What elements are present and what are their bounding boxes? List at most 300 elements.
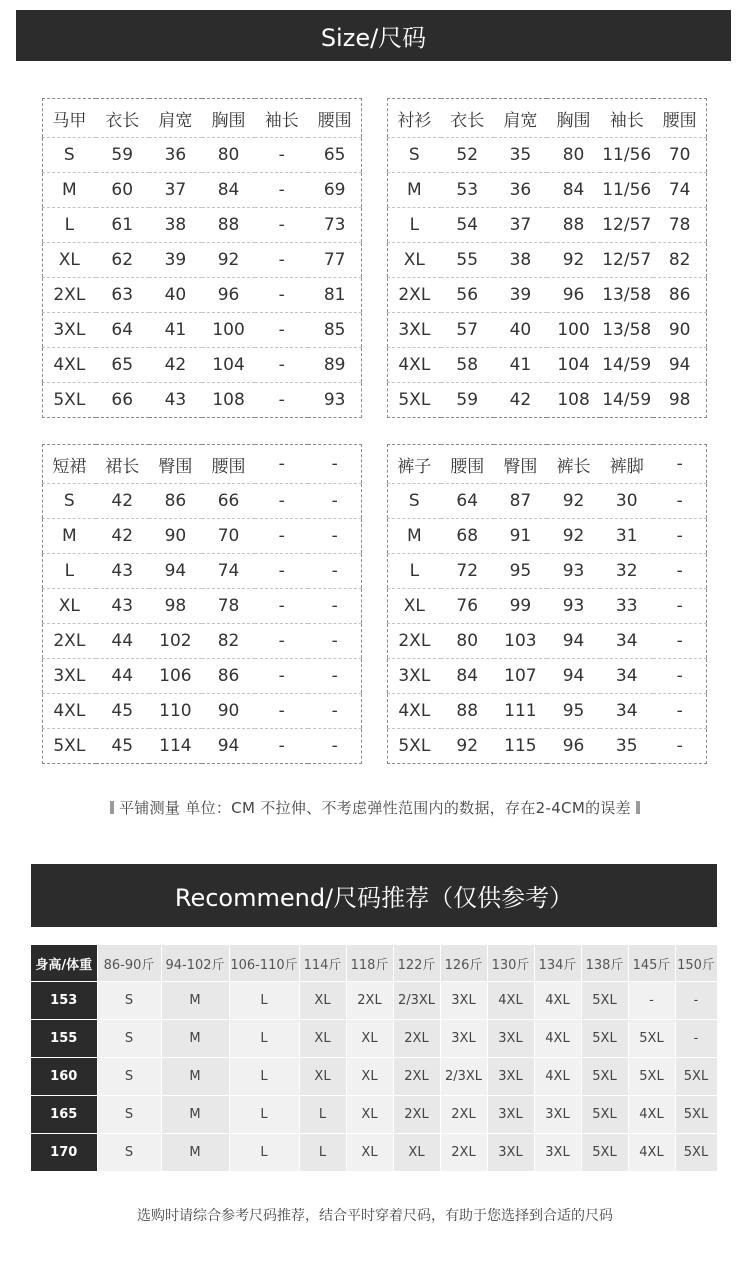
table-cell: 59 [456, 390, 479, 410]
measurement-note [0, 797, 750, 818]
table-cell: 38 [149, 208, 202, 243]
height-weight-corner: 身高/体重 [31, 945, 97, 982]
size-cell: S [97, 982, 161, 1020]
table-cell: 107 [494, 659, 547, 694]
table-cell: 74 [202, 554, 255, 589]
recommend-row [31, 1058, 717, 1096]
height-label: 155 [31, 1020, 97, 1058]
size-cell: XL [346, 1134, 393, 1172]
table-cell: 80 [202, 138, 255, 173]
header-cell: 裤子 [388, 445, 441, 484]
size-cell: S [97, 1134, 161, 1172]
height-label: 160 [31, 1058, 97, 1096]
table-cell: - [308, 589, 361, 624]
table-row [388, 173, 707, 208]
header-cell: 腰围 [202, 445, 255, 484]
table-row [43, 484, 362, 519]
table-cell: 5XL [398, 390, 431, 410]
table-cell: 96 [547, 278, 600, 313]
table-cell: 60 [96, 173, 149, 208]
table-cell: 65 [308, 138, 361, 173]
table-cell: 34 [600, 659, 653, 694]
table-cell: - [255, 554, 308, 589]
table-row [388, 138, 707, 173]
table-cell: 34 [600, 694, 653, 729]
table-cell: 92 [202, 243, 255, 278]
table-header-row [388, 99, 707, 138]
size-cell: - [628, 982, 675, 1020]
table-cell: - [255, 208, 308, 243]
table-cell: 55 [441, 243, 494, 278]
table-cell: - [255, 484, 308, 519]
table-cell: 5XL [53, 390, 86, 410]
table-cell: 95 [547, 694, 600, 729]
table-cell: L [388, 554, 441, 589]
table-cell: 103 [494, 624, 547, 659]
table-cell: 11/56 [600, 173, 653, 208]
recommend-row [31, 1096, 717, 1134]
table-cell: 102 [149, 624, 202, 659]
table-cell: 37 [494, 208, 547, 243]
recommend-row [31, 1134, 717, 1172]
weight-header-cell: 126斤 [440, 945, 487, 982]
size-cell: XL [393, 1134, 440, 1172]
table-cell: 5XL [53, 736, 86, 756]
size-banner [16, 10, 731, 61]
table-cell: 89 [308, 348, 361, 383]
table-cell: 94 [217, 736, 240, 756]
table-cell: - [676, 736, 683, 756]
size-cell: 5XL [581, 1058, 628, 1096]
size-cell: L [299, 1096, 346, 1134]
table-cell: 66 [111, 390, 134, 410]
size-cell: 3XL [487, 1134, 534, 1172]
table-cell: 70 [202, 519, 255, 554]
table-cell: 4XL [388, 348, 441, 383]
size-cell: 3XL [440, 982, 487, 1020]
table-cell: - [255, 278, 308, 313]
table-row [388, 554, 707, 589]
table-cell: 92 [547, 243, 600, 278]
table-cell: - [308, 659, 361, 694]
header-cell: - [255, 445, 308, 484]
size-cell: XL [299, 1020, 346, 1058]
header-cell: 腰围 [441, 445, 494, 484]
size-cell: 5XL [628, 1058, 675, 1096]
size-cell: 4XL [534, 1020, 581, 1058]
height-label: 170 [31, 1134, 97, 1172]
table-cell: 110 [149, 694, 202, 729]
table-cell: - [653, 519, 706, 554]
table-row [43, 554, 362, 589]
table-row [388, 278, 707, 313]
table-row [43, 278, 362, 313]
table-cell: 84 [202, 173, 255, 208]
table-cell: 43 [164, 390, 187, 410]
table-cell: 44 [96, 624, 149, 659]
table-row [43, 348, 362, 383]
table-cell: 78 [202, 589, 255, 624]
header-cell: 裤长 [547, 445, 600, 484]
table-row [43, 729, 362, 764]
table-row [43, 243, 362, 278]
vest-size-table [42, 98, 362, 418]
table-cell: 84 [547, 173, 600, 208]
table-cell: 4XL [43, 348, 96, 383]
size-cell: L [229, 1134, 299, 1172]
table-cell: 13/58 [600, 313, 653, 348]
table-cell: S [388, 484, 441, 519]
table-row [43, 173, 362, 208]
table-row [388, 659, 707, 694]
table-header-row [43, 445, 362, 484]
table-row [388, 519, 707, 554]
header-cell: 袖长 [255, 99, 308, 138]
table-cell: 14/59 [602, 390, 652, 410]
table-cell: - [308, 694, 361, 729]
table-cell: - [255, 659, 308, 694]
table-cell: XL [388, 589, 441, 624]
table-cell: XL [388, 243, 441, 278]
size-cell: 3XL [487, 1058, 534, 1096]
size-cell: - [675, 982, 717, 1020]
table-row [43, 208, 362, 243]
table-cell: 36 [149, 138, 202, 173]
size-cell: 2XL [393, 1058, 440, 1096]
table-row [388, 694, 707, 729]
height-label: 153 [31, 982, 97, 1020]
table-row [43, 313, 362, 348]
table-cell: M [43, 519, 96, 554]
table-row [388, 383, 707, 418]
size-cell: 3XL [440, 1020, 487, 1058]
table-cell: 2XL [388, 624, 441, 659]
table-row [388, 624, 707, 659]
table-cell: 92 [547, 519, 600, 554]
table-cell: 98 [668, 390, 691, 410]
recommend-table [31, 945, 718, 1172]
header-cell: 裤脚 [600, 445, 653, 484]
table-cell: - [255, 243, 308, 278]
table-cell: 90 [149, 519, 202, 554]
table-cell: 62 [96, 243, 149, 278]
table-cell: 45 [111, 736, 134, 756]
table-cell: 43 [96, 589, 149, 624]
table-cell: 64 [96, 313, 149, 348]
table-row [43, 624, 362, 659]
table-cell: 39 [494, 278, 547, 313]
table-cell: 59 [96, 138, 149, 173]
table-cell: 43 [96, 554, 149, 589]
table-row [388, 348, 707, 383]
table-cell: 94 [149, 554, 202, 589]
table-cell: 2XL [388, 278, 441, 313]
header-cell: 腰围 [653, 99, 706, 138]
measurement-note-text: 平铺测量 单位：CM 不拉伸、不考虑弹性范围内的数据，存在2-4CM的误差 [119, 799, 631, 817]
table-cell: S [43, 484, 96, 519]
size-cell: 5XL [628, 1020, 675, 1058]
table-cell: L [388, 208, 441, 243]
table-cell: 92 [547, 484, 600, 519]
size-banner-title: Size/尺码 [320, 24, 427, 52]
table-cell: 57 [441, 313, 494, 348]
table-cell: 38 [494, 243, 547, 278]
table-cell: 12/57 [600, 243, 653, 278]
table-cell: - [653, 694, 706, 729]
table-cell: M [388, 519, 441, 554]
header-cell: - [653, 445, 706, 484]
table-cell: XL [43, 243, 96, 278]
size-cell: 2XL [393, 1020, 440, 1058]
table-cell: - [278, 736, 285, 756]
table-cell: 4XL [43, 694, 96, 729]
table-cell: 44 [96, 659, 149, 694]
header-cell: 肩宽 [494, 99, 547, 138]
weight-header-cell: 106-110斤 [229, 945, 299, 982]
recommend-header-row [31, 945, 717, 982]
header-cell: 臀围 [494, 445, 547, 484]
table-cell: 32 [600, 554, 653, 589]
weight-header-cell: 118斤 [346, 945, 393, 982]
weight-header-cell: 145斤 [628, 945, 675, 982]
table-header-row [43, 99, 362, 138]
size-cell: M [161, 1134, 229, 1172]
size-cell: 5XL [675, 1058, 717, 1096]
weight-header-cell: 122斤 [393, 945, 440, 982]
table-cell: 61 [96, 208, 149, 243]
table-cell: 42 [149, 348, 202, 383]
table-cell: 96 [562, 736, 585, 756]
table-cell: 78 [653, 208, 706, 243]
table-row [388, 313, 707, 348]
header-cell: 衬衫 [388, 99, 441, 138]
table-cell: 90 [202, 694, 255, 729]
table-cell: 114 [159, 736, 192, 756]
size-cell: XL [299, 982, 346, 1020]
weight-header-cell: 134斤 [534, 945, 581, 982]
recommend-row [31, 1020, 717, 1058]
table-cell: 100 [202, 313, 255, 348]
size-cell: XL [299, 1058, 346, 1096]
header-cell: 马甲 [43, 99, 96, 138]
table-cell: 14/59 [600, 348, 653, 383]
skirt-size-table [42, 444, 362, 764]
table-cell: 42 [96, 484, 149, 519]
table-cell: 94 [653, 348, 706, 383]
table-row [43, 659, 362, 694]
recommend-banner [31, 864, 717, 927]
table-cell: 40 [494, 313, 547, 348]
table-cell: 69 [308, 173, 361, 208]
size-cell: XL [346, 1096, 393, 1134]
header-cell: 腰围 [308, 99, 361, 138]
table-cell: 3XL [43, 313, 96, 348]
table-cell: 104 [547, 348, 600, 383]
table-cell: 98 [149, 589, 202, 624]
size-cell: 5XL [581, 1096, 628, 1134]
weight-header-cell: 94-102斤 [161, 945, 229, 982]
table-cell: 42 [509, 390, 532, 410]
size-cell: L [299, 1134, 346, 1172]
table-cell: - [278, 390, 285, 410]
table-row [388, 484, 707, 519]
table-cell: L [43, 208, 96, 243]
table-cell: S [388, 138, 441, 173]
table-row [43, 694, 362, 729]
size-cell: L [229, 1020, 299, 1058]
table-cell: 86 [149, 484, 202, 519]
size-cell: 2XL [440, 1096, 487, 1134]
table-cell: 58 [441, 348, 494, 383]
table-cell: 93 [323, 390, 346, 410]
size-cell: 4XL [628, 1134, 675, 1172]
header-cell: 袖长 [600, 99, 653, 138]
size-cell: 2/3XL [440, 1058, 487, 1096]
table-cell: 80 [441, 624, 494, 659]
table-cell: 91 [494, 519, 547, 554]
table-cell: 86 [653, 278, 706, 313]
table-cell: 36 [494, 173, 547, 208]
note-left-bar [110, 801, 114, 814]
footer-note [0, 1205, 750, 1225]
size-cell: 5XL [675, 1134, 717, 1172]
table-cell: 54 [441, 208, 494, 243]
table-cell: - [331, 736, 338, 756]
table-cell: 33 [600, 589, 653, 624]
table-cell: 2XL [43, 624, 96, 659]
table-cell: - [255, 173, 308, 208]
weight-header-cell: 150斤 [675, 945, 717, 982]
table-cell: 41 [149, 313, 202, 348]
size-cell: M [161, 982, 229, 1020]
size-cell: S [97, 1058, 161, 1096]
table-cell: - [255, 694, 308, 729]
weight-header-cell: 130斤 [487, 945, 534, 982]
table-cell: - [255, 589, 308, 624]
recommend-row [31, 982, 717, 1020]
size-cell: S [97, 1020, 161, 1058]
table-cell: 66 [202, 484, 255, 519]
size-cell: 2XL [440, 1134, 487, 1172]
table-cell: - [653, 554, 706, 589]
header-cell: 胸围 [547, 99, 600, 138]
size-cell: 3XL [534, 1096, 581, 1134]
table-cell: 87 [494, 484, 547, 519]
size-cell: 4XL [534, 1058, 581, 1096]
table-cell: 52 [441, 138, 494, 173]
table-cell: 11/56 [600, 138, 653, 173]
table-cell: 108 [212, 390, 245, 410]
table-cell: 92 [456, 736, 479, 756]
size-cell: 4XL [628, 1096, 675, 1134]
size-cell: XL [346, 1020, 393, 1058]
table-cell: 88 [441, 694, 494, 729]
size-cell: 2XL [346, 982, 393, 1020]
table-cell: 99 [494, 589, 547, 624]
table-row [43, 383, 362, 418]
table-cell: 94 [547, 624, 600, 659]
table-cell: - [308, 519, 361, 554]
table-cell: 93 [547, 554, 600, 589]
size-cell: L [229, 982, 299, 1020]
size-cell: 5XL [581, 1020, 628, 1058]
table-cell: 31 [600, 519, 653, 554]
table-cell: 2XL [43, 278, 96, 313]
table-cell: - [255, 138, 308, 173]
header-cell: 裙长 [96, 445, 149, 484]
table-cell: 82 [202, 624, 255, 659]
size-cell: L [229, 1058, 299, 1096]
header-cell: 胸围 [202, 99, 255, 138]
weight-header-cell: 114斤 [299, 945, 346, 982]
header-cell: 短裙 [43, 445, 96, 484]
footer-note-text: 选购时请综合参考尺码推荐，结合平时穿着尺码，有助于您选择到合适的尺码 [137, 1208, 613, 1224]
table-cell: 56 [441, 278, 494, 313]
table-cell: 42 [96, 519, 149, 554]
table-cell: - [653, 659, 706, 694]
size-cell: 4XL [534, 982, 581, 1020]
shirt-size-table [387, 98, 707, 418]
table-cell: - [653, 624, 706, 659]
table-row [388, 208, 707, 243]
table-cell: 30 [600, 484, 653, 519]
table-cell: 108 [557, 390, 590, 410]
size-cell: 5XL [581, 1134, 628, 1172]
size-cell: M [161, 1020, 229, 1058]
table-cell: 13/58 [600, 278, 653, 313]
table-cell: - [308, 624, 361, 659]
table-cell: 111 [494, 694, 547, 729]
size-cell: 3XL [534, 1134, 581, 1172]
size-cell: 2XL [393, 1096, 440, 1134]
size-cell: M [161, 1058, 229, 1096]
table-cell: 64 [441, 484, 494, 519]
header-cell: 衣长 [441, 99, 494, 138]
table-cell: 100 [547, 313, 600, 348]
table-cell: 45 [96, 694, 149, 729]
table-cell: 4XL [388, 694, 441, 729]
size-cell: S [97, 1096, 161, 1134]
size-cell: XL [346, 1058, 393, 1096]
header-cell: 肩宽 [149, 99, 202, 138]
table-row [43, 519, 362, 554]
table-cell: L [43, 554, 96, 589]
header-cell: - [308, 445, 361, 484]
table-cell: - [308, 554, 361, 589]
table-cell: 73 [308, 208, 361, 243]
table-cell: - [255, 348, 308, 383]
table-cell: S [43, 138, 96, 173]
table-cell: - [255, 313, 308, 348]
pants-size-table [387, 444, 707, 764]
size-cell: 3XL [487, 1096, 534, 1134]
table-cell: 106 [149, 659, 202, 694]
weight-header-cell: 138斤 [581, 945, 628, 982]
size-cell: L [229, 1096, 299, 1134]
table-cell: 3XL [388, 313, 441, 348]
header-cell: 臀围 [149, 445, 202, 484]
table-row [388, 729, 707, 764]
table-cell: - [653, 484, 706, 519]
table-cell: 85 [308, 313, 361, 348]
table-cell: - [255, 624, 308, 659]
table-cell: 84 [441, 659, 494, 694]
table-cell: 76 [441, 589, 494, 624]
table-cell: 63 [96, 278, 149, 313]
table-row [43, 138, 362, 173]
table-cell: - [308, 484, 361, 519]
table-row [388, 243, 707, 278]
